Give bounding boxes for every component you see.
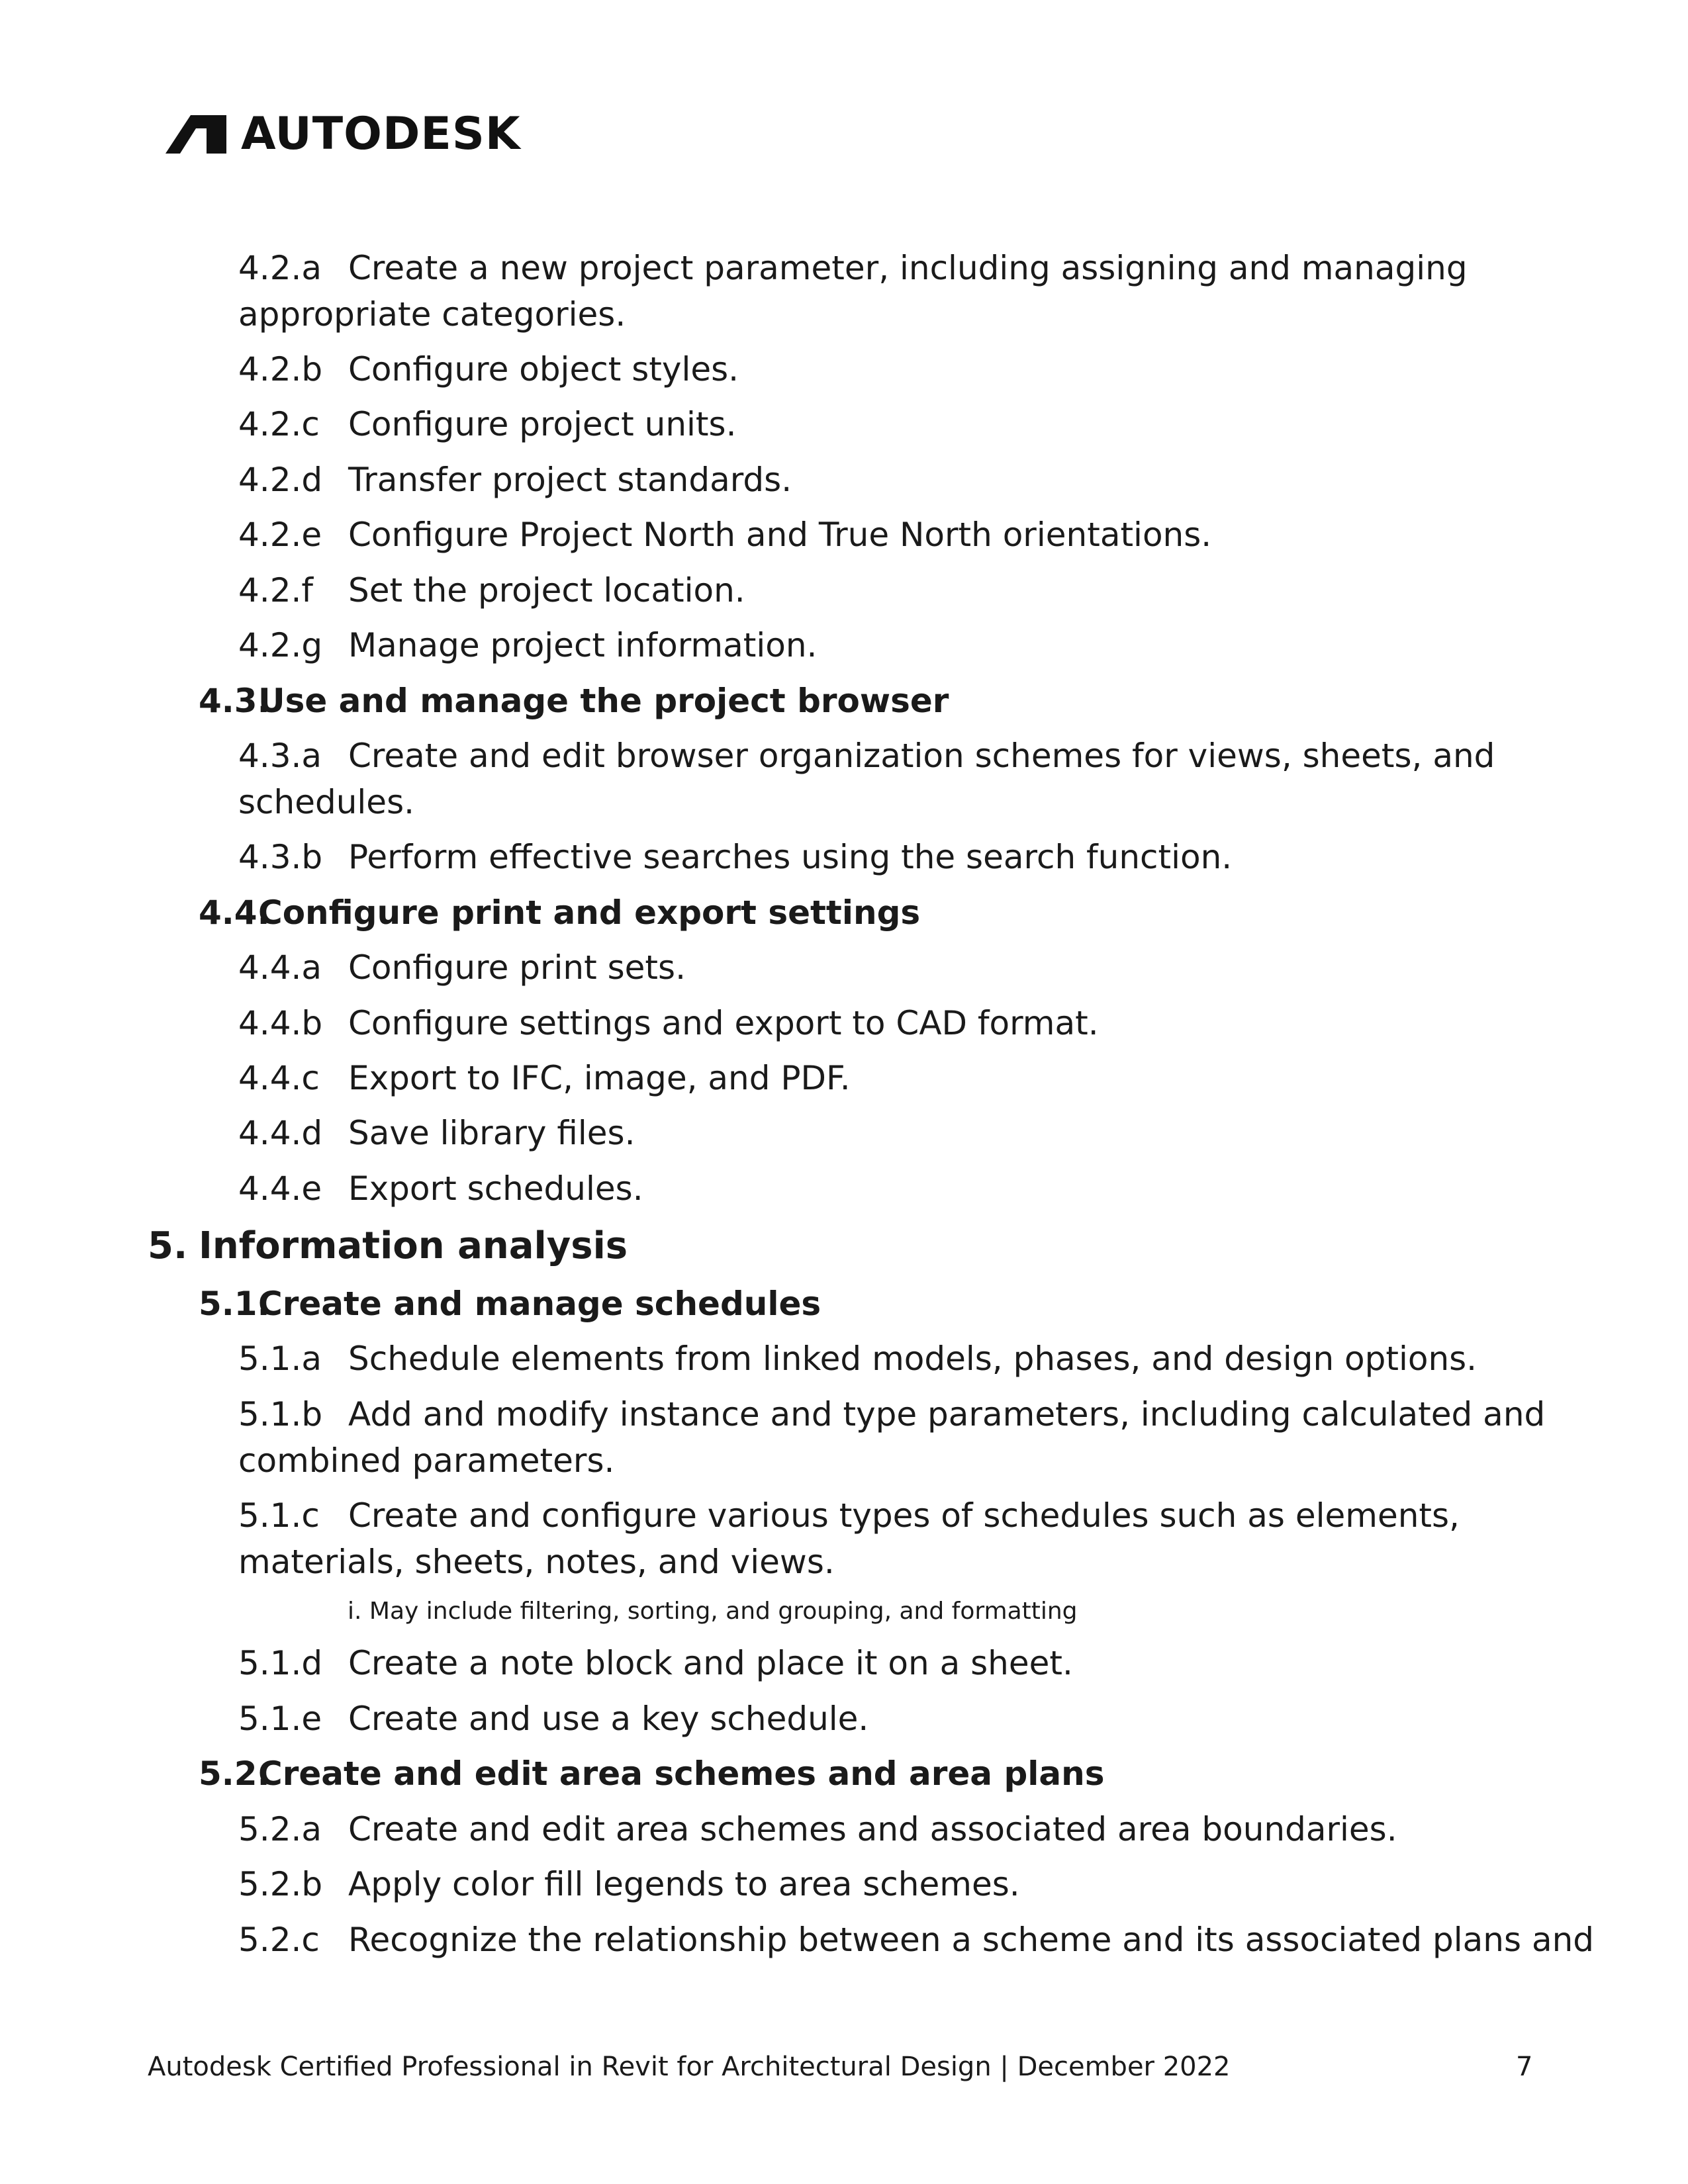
item-text: Recognize the relationship between a scheme and its associated plans and [348, 1921, 1595, 1959]
item-number: 4.4.c [238, 1059, 320, 1097]
item-text: Save library files. [348, 1114, 635, 1152]
item-text-continued: appropriate categories. [238, 295, 626, 334]
item-number: 4.3.a [238, 737, 322, 775]
item-number: 4.2.b [238, 350, 323, 388]
item-text: Transfer project standards. [348, 461, 792, 499]
footer-title: Autodesk Certified Professional in Revit for Architectural Design | December 2022 [148, 2052, 1231, 2082]
item-number: 5.1.a [238, 1340, 322, 1378]
item-text: Manage project information. [348, 626, 818, 664]
item-text: Create and edit area schemes and associated area boundaries. [348, 1810, 1397, 1848]
item-number: 4.4.b [238, 1004, 323, 1042]
item-text: Configure settings and export to CAD format. [348, 1004, 1099, 1042]
section-number: 5. [148, 1224, 188, 1267]
item-text-continued: materials, sheets, notes, and views. [238, 1543, 835, 1581]
subsection-number: 5.2. [199, 1754, 270, 1793]
subsection-number: 5.1. [199, 1285, 270, 1323]
subsection-number: 4.4. [199, 893, 270, 932]
item-text: Apply color fill legends to area schemes. [348, 1865, 1020, 1903]
item-number: 4.2.g [238, 626, 323, 664]
item-number: 5.1.e [238, 1700, 322, 1738]
item-text: Create and edit browser organization schemes for views, sheets, and [348, 737, 1495, 775]
item-text: Add and modify instance and type parameters, including calculated and [348, 1395, 1546, 1433]
item-text: Export schedules. [348, 1169, 643, 1208]
page-number: 7 [1516, 2052, 1533, 2082]
item-text: Create a note block and place it on a sheet. [348, 1644, 1073, 1682]
subsection-title: Create and edit area schemes and area plans [258, 1754, 1105, 1793]
item-number: 4.2.d [238, 461, 323, 499]
item-number: 4.2.a [238, 249, 322, 287]
item-text-continued: schedules. [238, 783, 415, 821]
item-text: Schedule elements from linked models, phases, and design options. [348, 1340, 1477, 1378]
subsection-title: Configure print and export settings [258, 893, 921, 932]
item-text: Configure print sets. [348, 948, 686, 987]
item-number: 5.2.c [238, 1921, 320, 1959]
item-text: Create and use a key schedule. [348, 1700, 869, 1738]
item-number: 4.4.d [238, 1114, 323, 1152]
item-number: 4.4.e [238, 1169, 322, 1208]
logo-wordmark: AUTODESK [241, 108, 521, 160]
item-number: 4.4.a [238, 948, 322, 987]
item-text: Create a new project parameter, including assigning and managing [348, 249, 1468, 287]
item-text: Perform effective searches using the search function. [348, 838, 1233, 876]
item-number: 4.3.b [238, 838, 323, 876]
subsection-number: 4.3. [199, 682, 270, 720]
item-number: 5.1.c [238, 1496, 320, 1535]
item-number: 5.2.a [238, 1810, 322, 1848]
subsection-title: Create and manage schedules [258, 1285, 821, 1323]
autodesk-logo-icon [165, 115, 226, 154]
item-number: 5.1.b [238, 1395, 323, 1433]
item-text: Configure project units. [348, 405, 737, 443]
item-number: 4.2.f [238, 571, 314, 610]
item-text: Export to IFC, image, and PDF. [348, 1059, 851, 1097]
item-text: Create and configure various types of schedules such as elements, [348, 1496, 1460, 1535]
item-number: 5.1.d [238, 1644, 323, 1682]
item-number: 4.2.e [238, 516, 322, 554]
section-title: Information analysis [199, 1224, 628, 1267]
item-text: Configure object styles. [348, 350, 739, 388]
subsection-title: Use and manage the project browser [258, 682, 949, 720]
autodesk-logo [165, 108, 521, 160]
item-text: Set the project location. [348, 571, 745, 610]
item-number: 4.2.c [238, 405, 320, 443]
item-text: Configure Project North and True North orientations. [348, 516, 1212, 554]
item-number: 5.2.b [238, 1865, 323, 1903]
item-text-continued: combined parameters. [238, 1441, 615, 1480]
item-note: i. May include filtering, sorting, and grouping, and formatting [348, 1598, 1078, 1625]
